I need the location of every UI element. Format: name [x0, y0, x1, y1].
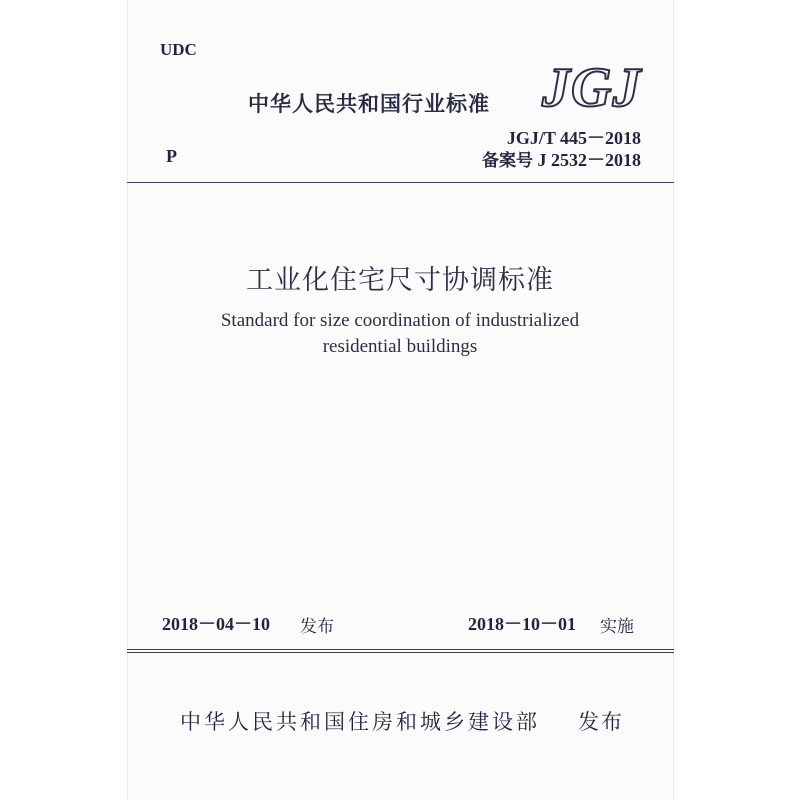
implementation-date: 2018－10－01 [468, 614, 576, 634]
header-divider [127, 182, 674, 183]
footer-divider-second [127, 652, 674, 653]
publisher: 中华人民共和国住房和城乡建设部 [180, 710, 540, 734]
jgj-logo: JGJ [542, 57, 642, 119]
standard-number: JGJ/T 445－2018 [506, 128, 641, 148]
udc-label: UDC [160, 40, 197, 59]
footer-divider [127, 649, 674, 650]
publisher-label: 发布 [578, 710, 624, 734]
issue-label: 发布 [300, 617, 334, 637]
filing-label: 备案号 [482, 151, 533, 171]
issue-date: 2018－04－10 [162, 614, 270, 634]
standard-type: 中华人民共和国行业标准 [248, 92, 490, 116]
title-english-line1: Standard for size coordination of industrialized [220, 310, 580, 331]
filing-number: J 2532－2018 [537, 150, 641, 170]
category-code: P [166, 146, 177, 166]
document-cover [127, 0, 674, 800]
filing-number-line [482, 146, 641, 172]
implementation-label: 实施 [600, 617, 634, 637]
title-chinese: 工业化住宅尺寸协调标准 [246, 265, 554, 296]
title-english-line2: residential buildings [322, 336, 478, 357]
